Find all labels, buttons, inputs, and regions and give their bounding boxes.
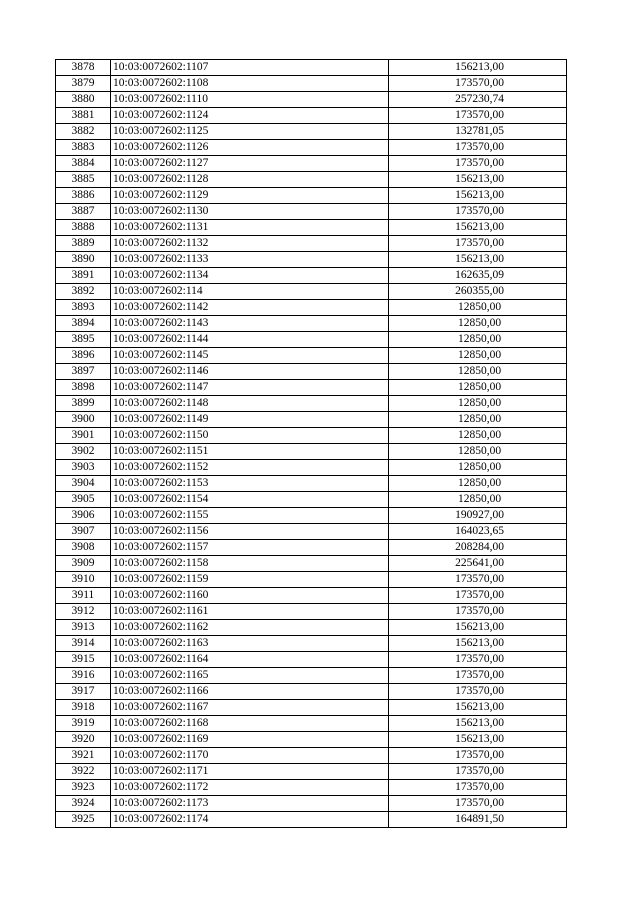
table-row (56, 204, 567, 220)
table-row (56, 524, 567, 540)
value-cell: 225641,00 (389, 556, 567, 572)
table-row (56, 124, 567, 140)
value-cell: 156213,00 (389, 636, 567, 652)
table-row (56, 252, 567, 268)
row-number-cell: 3891 (56, 268, 111, 284)
cadastral-number-cell: 10:03:0072602:1148 (111, 396, 389, 412)
row-number-cell: 3896 (56, 348, 111, 364)
value-cell: 12850,00 (389, 300, 567, 316)
table-row (56, 92, 567, 108)
row-number-cell: 3913 (56, 620, 111, 636)
value-cell: 156213,00 (389, 220, 567, 236)
cadastral-number-cell: 10:03:0072602:1147 (111, 380, 389, 396)
table-row (56, 284, 567, 300)
row-number-cell: 3897 (56, 364, 111, 380)
value-cell: 173570,00 (389, 236, 567, 252)
row-number-cell: 3924 (56, 796, 111, 812)
cadastral-number-cell: 10:03:0072602:1162 (111, 620, 389, 636)
row-number-cell: 3880 (56, 92, 111, 108)
cadastral-number-cell: 10:03:0072602:1160 (111, 588, 389, 604)
value-cell: 208284,00 (389, 540, 567, 556)
cadastral-number-cell: 10:03:0072602:1129 (111, 188, 389, 204)
table-row (56, 780, 567, 796)
value-cell: 173570,00 (389, 604, 567, 620)
table-row (56, 108, 567, 124)
table-row (56, 300, 567, 316)
table-row (56, 348, 567, 364)
row-number-cell: 3916 (56, 668, 111, 684)
cadastral-number-cell: 10:03:0072602:1108 (111, 76, 389, 92)
value-cell: 156213,00 (389, 172, 567, 188)
row-number-cell: 3903 (56, 460, 111, 476)
cadastral-number-cell: 10:03:0072602:1142 (111, 300, 389, 316)
cadastral-number-cell: 10:03:0072602:1157 (111, 540, 389, 556)
cadastral-number-cell: 10:03:0072602:1134 (111, 268, 389, 284)
table-row (56, 748, 567, 764)
cadastral-number-cell: 10:03:0072602:1125 (111, 124, 389, 140)
row-number-cell: 3899 (56, 396, 111, 412)
value-cell: 173570,00 (389, 108, 567, 124)
table-row (56, 428, 567, 444)
cadastral-number-cell: 10:03:0072602:1150 (111, 428, 389, 444)
value-cell: 156213,00 (389, 620, 567, 636)
value-cell: 12850,00 (389, 316, 567, 332)
table-row (56, 188, 567, 204)
row-number-cell: 3885 (56, 172, 111, 188)
table-row (56, 508, 567, 524)
table-row (56, 396, 567, 412)
value-cell: 12850,00 (389, 380, 567, 396)
table-row (56, 156, 567, 172)
table-row (56, 172, 567, 188)
value-cell: 260355,00 (389, 284, 567, 300)
cadastral-number-cell: 10:03:0072602:1151 (111, 444, 389, 460)
cadastral-number-cell: 10:03:0072602:1155 (111, 508, 389, 524)
row-number-cell: 3887 (56, 204, 111, 220)
cadastral-number-cell: 10:03:0072602:1124 (111, 108, 389, 124)
row-number-cell: 3884 (56, 156, 111, 172)
row-number-cell: 3923 (56, 780, 111, 796)
row-number-cell: 3901 (56, 428, 111, 444)
table-row (56, 812, 567, 828)
table-row (56, 732, 567, 748)
row-number-cell: 3890 (56, 252, 111, 268)
row-number-cell: 3905 (56, 492, 111, 508)
value-cell: 173570,00 (389, 588, 567, 604)
value-cell: 12850,00 (389, 444, 567, 460)
cadastral-number-cell: 10:03:0072602:1159 (111, 572, 389, 588)
cadastral-number-cell: 10:03:0072602:1170 (111, 748, 389, 764)
cadastral-number-cell: 10:03:0072602:1173 (111, 796, 389, 812)
table-row (56, 492, 567, 508)
table-row (56, 540, 567, 556)
row-number-cell: 3888 (56, 220, 111, 236)
cadastral-number-cell: 10:03:0072602:1149 (111, 412, 389, 428)
value-cell: 173570,00 (389, 748, 567, 764)
value-cell: 164023,65 (389, 524, 567, 540)
table-row (56, 556, 567, 572)
row-number-cell: 3886 (56, 188, 111, 204)
value-cell: 173570,00 (389, 156, 567, 172)
value-cell: 173570,00 (389, 76, 567, 92)
value-cell: 190927,00 (389, 508, 567, 524)
cadastral-number-cell: 10:03:0072602:1133 (111, 252, 389, 268)
value-cell: 173570,00 (389, 652, 567, 668)
row-number-cell: 3918 (56, 700, 111, 716)
row-number-cell: 3919 (56, 716, 111, 732)
value-cell: 257230,74 (389, 92, 567, 108)
value-cell: 173570,00 (389, 204, 567, 220)
value-cell: 173570,00 (389, 140, 567, 156)
table-row (56, 700, 567, 716)
row-number-cell: 3879 (56, 76, 111, 92)
row-number-cell: 3909 (56, 556, 111, 572)
row-number-cell: 3910 (56, 572, 111, 588)
row-number-cell: 3911 (56, 588, 111, 604)
value-cell: 12850,00 (389, 412, 567, 428)
row-number-cell: 3878 (56, 60, 111, 76)
value-cell: 173570,00 (389, 780, 567, 796)
row-number-cell: 3904 (56, 476, 111, 492)
value-cell: 156213,00 (389, 60, 567, 76)
row-number-cell: 3895 (56, 332, 111, 348)
cadastral-number-cell: 10:03:0072602:1163 (111, 636, 389, 652)
row-number-cell: 3914 (56, 636, 111, 652)
table-row (56, 620, 567, 636)
row-number-cell: 3925 (56, 812, 111, 828)
value-cell: 12850,00 (389, 364, 567, 380)
value-cell: 12850,00 (389, 332, 567, 348)
table-row (56, 796, 567, 812)
table-row (56, 140, 567, 156)
value-cell: 164891,50 (389, 812, 567, 828)
row-number-cell: 3898 (56, 380, 111, 396)
cadastral-number-cell: 10:03:0072602:1144 (111, 332, 389, 348)
table-row (56, 76, 567, 92)
value-cell: 12850,00 (389, 460, 567, 476)
row-number-cell: 3912 (56, 604, 111, 620)
row-number-cell: 3906 (56, 508, 111, 524)
value-cell: 12850,00 (389, 396, 567, 412)
cadastral-number-cell: 10:03:0072602:1169 (111, 732, 389, 748)
row-number-cell: 3883 (56, 140, 111, 156)
row-number-cell: 3894 (56, 316, 111, 332)
cadastral-number-cell: 10:03:0072602:1161 (111, 604, 389, 620)
row-number-cell: 3892 (56, 284, 111, 300)
table-row (56, 220, 567, 236)
cadastral-number-cell: 10:03:0072602:1168 (111, 716, 389, 732)
row-number-cell: 3907 (56, 524, 111, 540)
cadastral-number-cell: 10:03:0072602:1146 (111, 364, 389, 380)
row-number-cell: 3917 (56, 684, 111, 700)
cadastral-number-cell: 10:03:0072602:1127 (111, 156, 389, 172)
row-number-cell: 3889 (56, 236, 111, 252)
value-cell: 173570,00 (389, 684, 567, 700)
table-row (56, 476, 567, 492)
table-row (56, 332, 567, 348)
table-row (56, 380, 567, 396)
cadastral-number-cell: 10:03:0072602:1145 (111, 348, 389, 364)
table-row (56, 572, 567, 588)
table-row (56, 604, 567, 620)
row-number-cell: 3881 (56, 108, 111, 124)
cadastral-number-cell: 10:03:0072602:1165 (111, 668, 389, 684)
value-cell: 12850,00 (389, 428, 567, 444)
table-row (56, 652, 567, 668)
cadastral-number-cell: 10:03:0072602:1167 (111, 700, 389, 716)
cadastral-number-cell: 10:03:0072602:1131 (111, 220, 389, 236)
row-number-cell: 3915 (56, 652, 111, 668)
table-body (56, 60, 567, 828)
table-row (56, 268, 567, 284)
cadastral-number-cell: 10:03:0072602:1130 (111, 204, 389, 220)
cadastral-number-cell: 10:03:0072602:1152 (111, 460, 389, 476)
row-number-cell: 3921 (56, 748, 111, 764)
table-row (56, 684, 567, 700)
table-row (56, 636, 567, 652)
cadastral-number-cell: 10:03:0072602:1107 (111, 60, 389, 76)
value-cell: 156213,00 (389, 732, 567, 748)
row-number-cell: 3920 (56, 732, 111, 748)
row-number-cell: 3893 (56, 300, 111, 316)
table-row (56, 716, 567, 732)
value-cell: 156213,00 (389, 188, 567, 204)
table-row (56, 364, 567, 380)
value-cell: 12850,00 (389, 348, 567, 364)
value-cell: 173570,00 (389, 572, 567, 588)
value-cell: 132781,05 (389, 124, 567, 140)
cadastral-number-cell: 10:03:0072602:1166 (111, 684, 389, 700)
cadastral-number-cell: 10:03:0072602:1132 (111, 236, 389, 252)
cadastral-number-cell: 10:03:0072602:1158 (111, 556, 389, 572)
value-cell: 156213,00 (389, 700, 567, 716)
cadastral-number-cell: 10:03:0072602:1156 (111, 524, 389, 540)
table-row (56, 444, 567, 460)
data-table (55, 59, 567, 828)
cadastral-number-cell: 10:03:0072602:1172 (111, 780, 389, 796)
cadastral-number-cell: 10:03:0072602:1164 (111, 652, 389, 668)
table-row (56, 316, 567, 332)
value-cell: 173570,00 (389, 764, 567, 780)
value-cell: 173570,00 (389, 668, 567, 684)
row-number-cell: 3900 (56, 412, 111, 428)
value-cell: 173570,00 (389, 796, 567, 812)
cadastral-number-cell: 10:03:0072602:1171 (111, 764, 389, 780)
table-row (56, 236, 567, 252)
table-row (56, 60, 567, 76)
cadastral-number-cell: 10:03:0072602:1128 (111, 172, 389, 188)
value-cell: 156213,00 (389, 252, 567, 268)
value-cell: 12850,00 (389, 476, 567, 492)
cadastral-number-cell: 10:03:0072602:1153 (111, 476, 389, 492)
cadastral-number-cell: 10:03:0072602:114 (111, 284, 389, 300)
value-cell: 162635,09 (389, 268, 567, 284)
value-cell: 156213,00 (389, 716, 567, 732)
table-row (56, 460, 567, 476)
value-cell: 12850,00 (389, 492, 567, 508)
cadastral-number-cell: 10:03:0072602:1174 (111, 812, 389, 828)
cadastral-number-cell: 10:03:0072602:1143 (111, 316, 389, 332)
row-number-cell: 3902 (56, 444, 111, 460)
cadastral-number-cell: 10:03:0072602:1110 (111, 92, 389, 108)
row-number-cell: 3908 (56, 540, 111, 556)
table-row (56, 764, 567, 780)
cadastral-number-cell: 10:03:0072602:1126 (111, 140, 389, 156)
cadastral-number-cell: 10:03:0072602:1154 (111, 492, 389, 508)
table-row (56, 412, 567, 428)
table-row (56, 668, 567, 684)
table-row (56, 588, 567, 604)
row-number-cell: 3922 (56, 764, 111, 780)
row-number-cell: 3882 (56, 124, 111, 140)
